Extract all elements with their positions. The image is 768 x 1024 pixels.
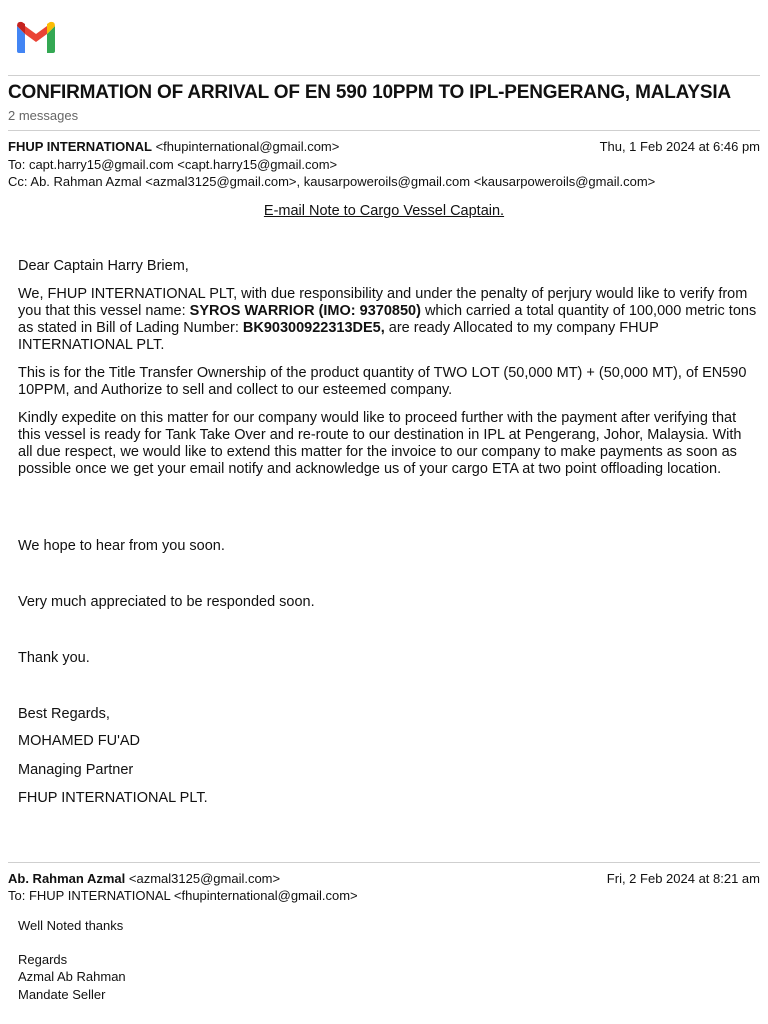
message-2-line: Mandate Seller — [18, 987, 106, 1002]
signature-title: Managing Partner — [18, 762, 134, 778]
thread-subject: CONFIRMATION OF ARRIVAL OF EN 590 10PPM TO IPL-PENGERANG, MALAYSIA — [8, 82, 731, 103]
sender-name: FHUP INTERNATIONAL — [8, 139, 152, 154]
divider — [8, 862, 760, 863]
message-1-date: Thu, 1 Feb 2024 at 6:46 pm — [599, 139, 760, 154]
message-2-from — [8, 871, 280, 886]
signature-regards: Best Regards, — [18, 706, 110, 722]
message-1-body — [18, 258, 760, 478]
sender-name: Ab. Rahman Azmal — [8, 871, 126, 886]
divider — [8, 75, 760, 76]
divider — [8, 130, 760, 131]
gmail-logo-icon — [14, 20, 58, 54]
paragraph-5: Very much appreciated to be responded soon. — [18, 594, 315, 610]
signature-company: FHUP INTERNATIONAL PLT. — [18, 790, 208, 806]
message-2-to: To: FHUP INTERNATIONAL <fhupinternational@gmail.com> — [8, 888, 358, 903]
message-1-from — [8, 139, 339, 154]
greeting: Dear Captain Harry Briem, — [18, 258, 189, 274]
paragraph-2: This is for the Title Transfer Ownership of the product quantity of TWO LOT (50,000 MT) + (50,000 MT), of EN590 10PPM, and Authorize to sell and collect to our esteemed company. — [18, 365, 747, 398]
message-2-line: Regards — [18, 952, 68, 967]
vessel-name: SYROS WARRIOR (IMO: 9370850) — [189, 303, 421, 319]
signature-name: MOHAMED FU'AD — [18, 733, 140, 749]
paragraph-4: We hope to hear from you soon. — [18, 538, 225, 554]
message-1-cc: Cc: Ab. Rahman Azmal <azmal3125@gmail.com>, kausarpoweroils@gmail.com <kausarpoweroils@gmail.com> — [8, 174, 656, 189]
paragraph-6: Thank you. — [18, 650, 90, 666]
message-2-date: Fri, 2 Feb 2024 at 8:21 am — [606, 871, 760, 886]
message-1-to: To: capt.harry15@gmail.com <capt.harry15@gmail.com> — [8, 157, 338, 172]
sender-email[interactable]: <azmal3125@gmail.com> — [128, 871, 281, 886]
paragraph-1: We, FHUP INTERNATIONAL PLT, with due responsibility and under the penalty of perjury would like to verify from you that this vessel name: SYROS WARRIOR (IMO: 9370850) which carried a total quantity of 100,000 metric tons as stated in Bill of Lading Number: BK90300922313DE5, are ready Allocated to my company FHUP INTERNATIONAL PLT. — [18, 286, 757, 353]
message-2-line: Well Noted thanks — [18, 918, 124, 933]
message-2-line: Azmal Ab Rahman — [18, 969, 126, 984]
message-count: 2 messages — [8, 108, 79, 123]
sender-email[interactable]: <fhupinternational@gmail.com> — [155, 139, 340, 154]
paragraph-3: Kindly expedite on this matter for our company would like to proceed further with the payment after verifying that this vessel is ready for Tank Take Over and re-route to our destination in IPL at Pengerang, Johor, Malaysia. With all due respect, we would like to extend this matter for the invoice to our company to make payments as soon as possible once we get your email notify and acknowledge us of your cargo ETA at two point offloading location. — [18, 410, 742, 477]
bill-of-lading: BK90300922313DE5, — [242, 320, 385, 336]
note-title: E-mail Note to Cargo Vessel Captain. — [263, 203, 505, 219]
